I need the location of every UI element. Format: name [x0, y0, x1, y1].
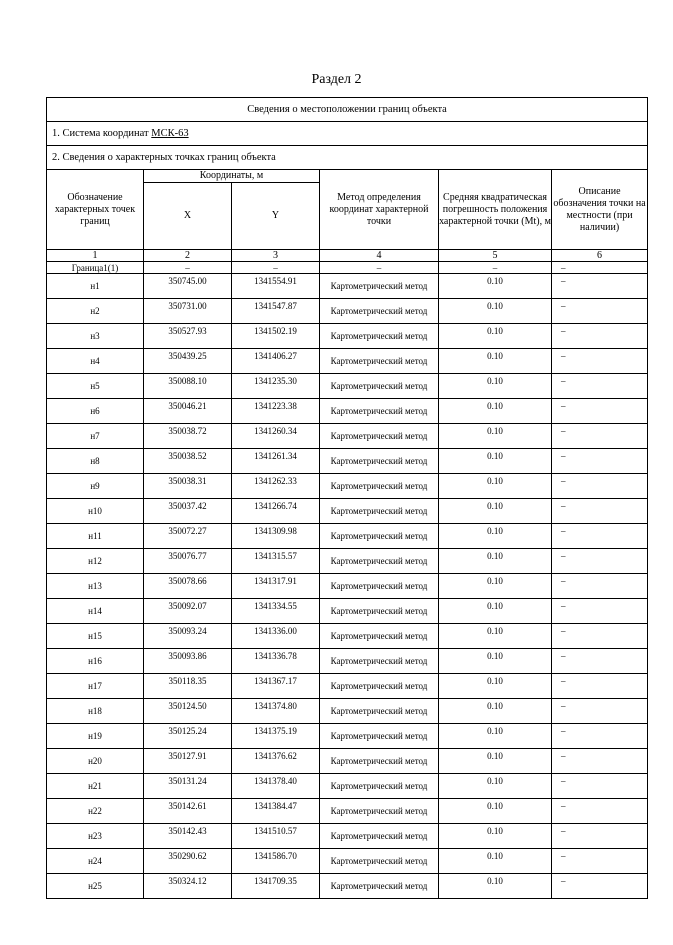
error-cell: 0.10	[439, 699, 552, 724]
method-cell: Картометрический метод	[320, 599, 439, 624]
group-description: –	[552, 262, 648, 274]
table-row	[47, 874, 648, 899]
point-cell: н8	[47, 449, 144, 474]
point-cell: н24	[47, 849, 144, 874]
error-cell: 0.10	[439, 774, 552, 799]
error-cell: 0.10	[439, 799, 552, 824]
method-cell: Картометрический метод	[320, 749, 439, 774]
point-cell: н15	[47, 624, 144, 649]
x-cell: 350037.42	[144, 499, 232, 524]
point-cell: н10	[47, 499, 144, 524]
table-row	[47, 849, 648, 874]
table-row	[47, 449, 648, 474]
method-cell: Картометрический метод	[320, 724, 439, 749]
y-cell: 1341374.80	[232, 699, 320, 724]
table-row	[47, 799, 648, 824]
x-cell: 350038.31	[144, 474, 232, 499]
col-number: 3	[232, 250, 320, 262]
description-cell: –	[552, 274, 648, 299]
point-cell: н3	[47, 324, 144, 349]
y-cell: 1341317.91	[232, 574, 320, 599]
method-cell: Картометрический метод	[320, 574, 439, 599]
description-cell: –	[552, 299, 648, 324]
x-cell: 350290.62	[144, 849, 232, 874]
x-cell: 350118.35	[144, 674, 232, 699]
method-cell: Картометрический метод	[320, 424, 439, 449]
table-row	[47, 599, 648, 624]
table-row	[47, 374, 648, 399]
point-cell: н22	[47, 799, 144, 824]
x-cell: 350324.12	[144, 874, 232, 899]
point-cell: н5	[47, 374, 144, 399]
page-title: Раздел 2	[311, 72, 362, 87]
error-cell: 0.10	[439, 824, 552, 849]
col-header-error: Средняя квадратическая погрешность положения характерной точки (Mt), м	[439, 170, 552, 250]
error-cell: 0.10	[439, 549, 552, 574]
table-row	[47, 424, 648, 449]
description-cell: –	[552, 849, 648, 874]
col-number: 4	[320, 250, 439, 262]
description-cell: –	[552, 374, 648, 399]
x-cell: 350093.86	[144, 649, 232, 674]
description-cell: –	[552, 349, 648, 374]
y-cell: 1341709.35	[232, 874, 320, 899]
method-cell: Картометрический метод	[320, 399, 439, 424]
x-cell: 350092.07	[144, 599, 232, 624]
description-cell: –	[552, 424, 648, 449]
y-cell: 1341309.98	[232, 524, 320, 549]
method-cell: Картометрический метод	[320, 774, 439, 799]
table-row	[47, 774, 648, 799]
table-header: Сведения о местоположении границ объекта	[47, 98, 648, 122]
point-cell: н23	[47, 824, 144, 849]
point-cell: н12	[47, 549, 144, 574]
col-number: 2	[144, 250, 232, 262]
error-cell: 0.10	[439, 524, 552, 549]
error-cell: 0.10	[439, 324, 552, 349]
method-cell: Картометрический метод	[320, 874, 439, 899]
error-cell: 0.10	[439, 724, 552, 749]
method-cell: Картометрический метод	[320, 524, 439, 549]
x-cell: 350038.52	[144, 449, 232, 474]
x-cell: 350142.61	[144, 799, 232, 824]
y-cell: 1341376.62	[232, 749, 320, 774]
method-cell: Картометрический метод	[320, 274, 439, 299]
y-cell: 1341223.38	[232, 399, 320, 424]
y-cell: 1341586.70	[232, 849, 320, 874]
x-cell: 350078.66	[144, 574, 232, 599]
x-cell: 350142.43	[144, 824, 232, 849]
x-cell: 350131.24	[144, 774, 232, 799]
point-cell: н4	[47, 349, 144, 374]
error-cell: 0.10	[439, 674, 552, 699]
error-cell: 0.10	[439, 874, 552, 899]
error-cell: 0.10	[439, 349, 552, 374]
col-number: 1	[47, 250, 144, 262]
point-cell: н16	[47, 649, 144, 674]
point-cell: н2	[47, 299, 144, 324]
method-cell: Картометрический метод	[320, 299, 439, 324]
description-cell: –	[552, 549, 648, 574]
x-cell: 350527.93	[144, 324, 232, 349]
y-cell: 1341334.55	[232, 599, 320, 624]
point-cell: н17	[47, 674, 144, 699]
description-cell: –	[552, 399, 648, 424]
x-cell: 350046.21	[144, 399, 232, 424]
y-cell: 1341336.00	[232, 624, 320, 649]
point-cell: н14	[47, 599, 144, 624]
point-cell: н25	[47, 874, 144, 899]
coordinate-system-label: 1. Система координат	[52, 128, 152, 139]
y-cell: 1341406.27	[232, 349, 320, 374]
col-header-designation: Обозначение характерных точек границ	[47, 170, 144, 250]
point-cell: н21	[47, 774, 144, 799]
col-header-coords: Координаты, м	[144, 170, 320, 183]
table-row	[47, 399, 648, 424]
table-row	[47, 324, 648, 349]
description-cell: –	[552, 874, 648, 899]
point-cell: н1	[47, 274, 144, 299]
x-cell: 350072.27	[144, 524, 232, 549]
description-cell: –	[552, 749, 648, 774]
y-cell: 1341510.57	[232, 824, 320, 849]
group-y: –	[232, 262, 320, 274]
method-cell: Картометрический метод	[320, 799, 439, 824]
method-cell: Картометрический метод	[320, 349, 439, 374]
x-cell: 350076.77	[144, 549, 232, 574]
table-row	[47, 724, 648, 749]
table-row	[47, 349, 648, 374]
y-cell: 1341336.78	[232, 649, 320, 674]
col-header-method: Метод определения координат характерной точки	[320, 170, 439, 250]
method-cell: Картометрический метод	[320, 499, 439, 524]
method-cell: Картометрический метод	[320, 849, 439, 874]
group-row	[47, 262, 648, 274]
table-row	[47, 699, 648, 724]
table-row	[47, 649, 648, 674]
error-cell: 0.10	[439, 449, 552, 474]
method-cell: Картометрический метод	[320, 674, 439, 699]
x-cell: 350038.72	[144, 424, 232, 449]
method-cell: Картометрический метод	[320, 549, 439, 574]
col-number: 5	[439, 250, 552, 262]
point-cell: н13	[47, 574, 144, 599]
point-cell: н9	[47, 474, 144, 499]
group-method: –	[320, 262, 439, 274]
x-cell: 350745.00	[144, 274, 232, 299]
description-cell: –	[552, 824, 648, 849]
y-cell: 1341378.40	[232, 774, 320, 799]
description-cell: –	[552, 499, 648, 524]
point-cell: н18	[47, 699, 144, 724]
description-cell: –	[552, 524, 648, 549]
point-cell: н20	[47, 749, 144, 774]
point-cell: н6	[47, 399, 144, 424]
method-cell: Картометрический метод	[320, 624, 439, 649]
error-cell: 0.10	[439, 649, 552, 674]
description-cell: –	[552, 599, 648, 624]
description-cell: –	[552, 474, 648, 499]
description-cell: –	[552, 774, 648, 799]
error-cell: 0.10	[439, 424, 552, 449]
error-cell: 0.10	[439, 749, 552, 774]
boundary-table-wrapper	[46, 97, 647, 899]
table-row	[47, 474, 648, 499]
col-number: 6	[552, 250, 648, 262]
method-cell: Картометрический метод	[320, 649, 439, 674]
description-cell: –	[552, 574, 648, 599]
point-cell: н7	[47, 424, 144, 449]
x-cell: 350124.50	[144, 699, 232, 724]
description-cell: –	[552, 799, 648, 824]
col-header-x: X	[144, 183, 232, 250]
y-cell: 1341384.47	[232, 799, 320, 824]
y-cell: 1341262.33	[232, 474, 320, 499]
error-cell: 0.10	[439, 299, 552, 324]
y-cell: 1341235.30	[232, 374, 320, 399]
error-cell: 0.10	[439, 624, 552, 649]
y-cell: 1341315.57	[232, 549, 320, 574]
y-cell: 1341367.17	[232, 674, 320, 699]
method-cell: Картометрический метод	[320, 374, 439, 399]
x-cell: 350439.25	[144, 349, 232, 374]
method-cell: Картометрический метод	[320, 449, 439, 474]
y-cell: 1341261.34	[232, 449, 320, 474]
boundary-table	[46, 97, 648, 899]
table-row	[47, 274, 648, 299]
error-cell: 0.10	[439, 574, 552, 599]
table-row	[47, 674, 648, 699]
table-row	[47, 299, 648, 324]
x-cell: 350088.10	[144, 374, 232, 399]
table-row	[47, 749, 648, 774]
method-cell: Картометрический метод	[320, 474, 439, 499]
y-cell: 1341260.34	[232, 424, 320, 449]
method-cell: Картометрический метод	[320, 699, 439, 724]
table-row	[47, 524, 648, 549]
error-cell: 0.10	[439, 499, 552, 524]
coordinate-system-value: МСК-63	[151, 128, 189, 139]
y-cell: 1341375.19	[232, 724, 320, 749]
point-cell: н11	[47, 524, 144, 549]
x-cell: 350125.24	[144, 724, 232, 749]
y-cell: 1341554.91	[232, 274, 320, 299]
table-row	[47, 624, 648, 649]
error-cell: 0.10	[439, 849, 552, 874]
error-cell: 0.10	[439, 399, 552, 424]
error-cell: 0.10	[439, 474, 552, 499]
y-cell: 1341266.74	[232, 499, 320, 524]
col-header-y: Y	[232, 183, 320, 250]
points-section-title: 2. Сведения о характерных точках границ объекта	[47, 146, 648, 170]
group-x: –	[144, 262, 232, 274]
table-row	[47, 824, 648, 849]
description-cell: –	[552, 699, 648, 724]
coordinate-system-row	[47, 122, 648, 146]
description-cell: –	[552, 649, 648, 674]
y-cell: 1341502.19	[232, 324, 320, 349]
method-cell: Картометрический метод	[320, 824, 439, 849]
description-cell: –	[552, 449, 648, 474]
error-cell: 0.10	[439, 274, 552, 299]
table-row	[47, 549, 648, 574]
error-cell: 0.10	[439, 374, 552, 399]
group-name: Граница1(1)	[47, 262, 144, 274]
y-cell: 1341547.87	[232, 299, 320, 324]
description-cell: –	[552, 624, 648, 649]
group-error: –	[439, 262, 552, 274]
error-cell: 0.10	[439, 599, 552, 624]
table-row	[47, 574, 648, 599]
col-header-description: Описание обозначения точки на местности (при наличии)	[552, 170, 648, 250]
table-row	[47, 499, 648, 524]
x-cell: 350731.00	[144, 299, 232, 324]
x-cell: 350093.24	[144, 624, 232, 649]
description-cell: –	[552, 324, 648, 349]
description-cell: –	[552, 724, 648, 749]
point-cell: н19	[47, 724, 144, 749]
description-cell: –	[552, 674, 648, 699]
method-cell: Картометрический метод	[320, 324, 439, 349]
x-cell: 350127.91	[144, 749, 232, 774]
